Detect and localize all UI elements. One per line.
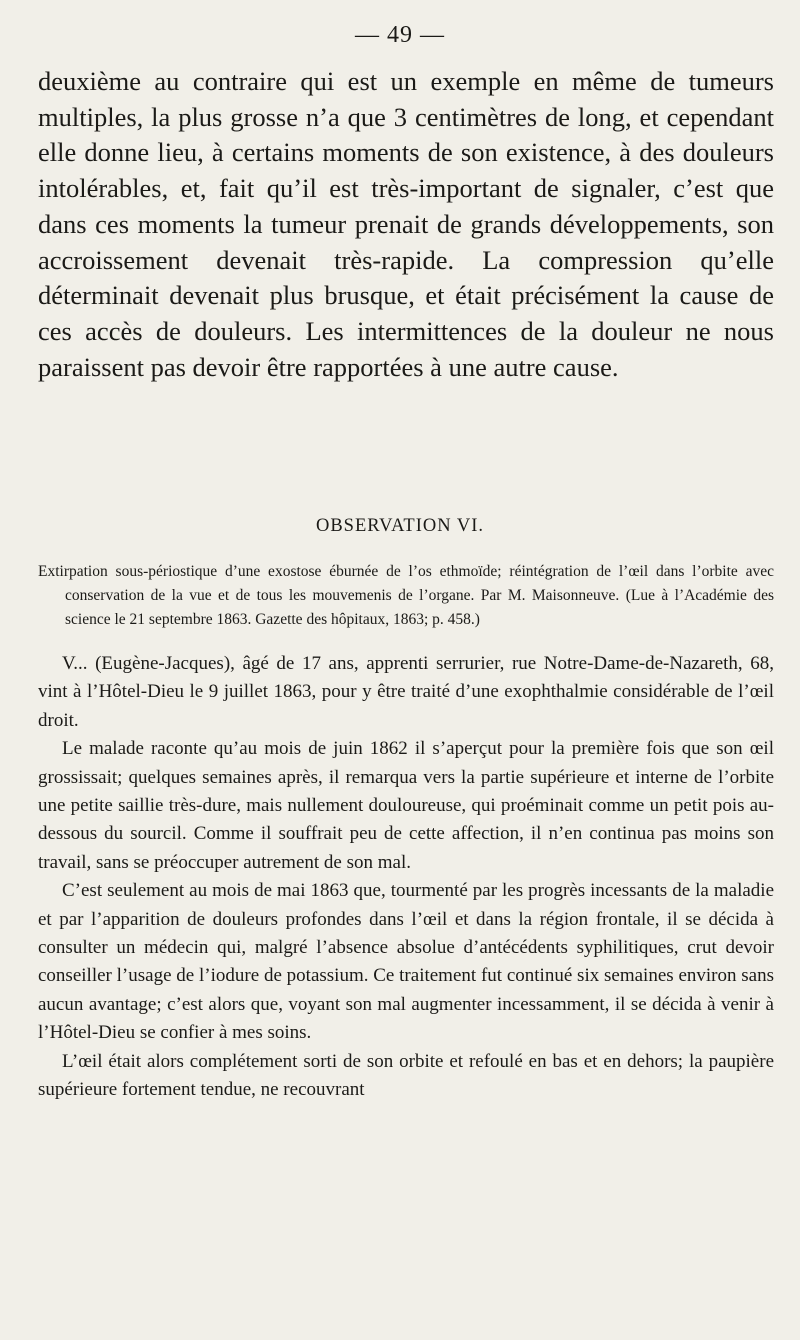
observation-paragraph: V... (Eugène-Jacques), âgé de 17 ans, apprenti serrurier, rue Notre-Dame-de-Nazareth, 68, vint à l’Hôtel-Dieu le 9 juillet 1863, pour y être traité d’une exophthalmie considérable de l’œil droit. [38, 653, 774, 731]
observation-body [38, 650, 774, 1105]
observation-heading: OBSERVATION VI. [315, 516, 485, 536]
observation-paragraph: Le malade raconte qu’au mois de juin 1862 il s’aperçut pour la première fois que son œil grossissait; quelques semaines après, il remarqua vers la partie supérieure et interne de l’orbite une petite saillie très-dure, mais nullement douloureuse, qui proéminait comme un petit pois au-dessous du sourcil. Comme il souffrait peu de cette affection, il n’en continua pas moins son travail, sans se préoccuper autrement de son mal. [38, 738, 774, 873]
observation-summary-block [38, 560, 774, 632]
observation-summary: Extirpation sous-périostique d’une exostose éburnée de l’os ethmoïde; réintégration de l’œil dans l’orbite avec conservation de la vue et de tous les mouvemenis de l’organe. Par M. Maisonneuve. (Lue à l’Académie des science le 21 septembre 1863. Gazette des hôpitaux, 1863; p. 458.) [38, 563, 774, 628]
observation-paragraph: C’est seulement au mois de mai 1863 que, tourmenté par les progrès incessants de la maladie et par l’apparition de douleurs profondes dans l’œil et dans la région frontale, il se décida à consulter un médecin qui, malgré l’absence absolue d’antécédents syphilitiques, crut devoir conseiller l’usage de l’iodure de potassium. Ce traitement fut continué six semaines environ sans aucun avantage; c’est alors que, voyant son mal augmenter incessamment, il se décida à venir à l’Hôtel-Dieu se confier à mes soins. [38, 880, 774, 1044]
page-number: — 49 — [355, 22, 445, 48]
intro-paragraph: deuxième au contraire qui est un exemple en même de tumeurs multiples, la plus grosse n’a que 3 centimètres de long, et cependant elle donne lieu, à certains moments de son existence, à des douleurs intolérables, et, fait qu’il est très-important de signaler, c’est que dans ces moments la tumeur prenait de grands développements, son accroissement devenait très-rapide. La compression qu’elle déterminait devenait plus brusque, et était précisément la cause de ces accès de douleurs. Les intermittences de la douleur ne nous paraissent pas devoir être rapportées à une autre cause. [38, 66, 774, 382]
observation-paragraph: L’œil était alors complétement sorti de son orbite et refoulé en bas et en dehors; la paupière supérieure fortement tendue, ne recouvrant [38, 1050, 774, 1101]
intro-paragraph-block [38, 64, 774, 385]
